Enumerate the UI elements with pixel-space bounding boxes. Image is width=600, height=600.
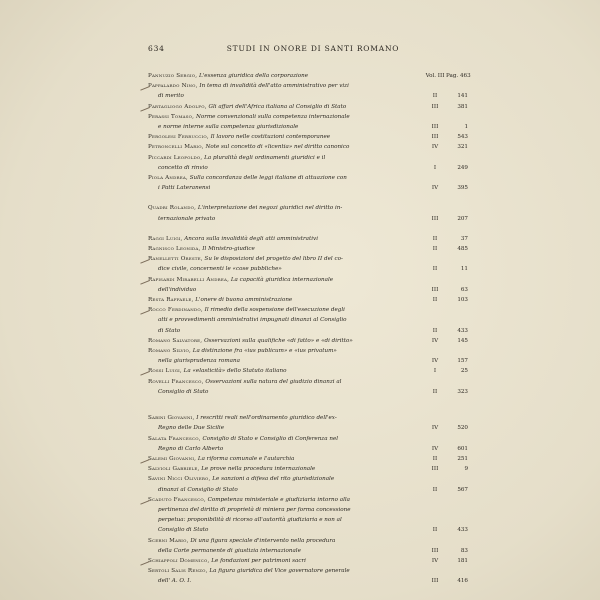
entry-author: Salvioli Gabriele, xyxy=(148,466,200,473)
entry-author: Quadri Rolando, xyxy=(148,205,197,212)
entry-author: Romano Salvatore, xyxy=(148,337,203,344)
entry-title-line: Sulla concordanza delle leggi italiane di attuazione con xyxy=(189,175,347,182)
entry-volume: II xyxy=(432,266,438,273)
entry-reference xyxy=(410,244,468,254)
letter-section-gap xyxy=(148,224,468,234)
entry-reference xyxy=(410,214,468,224)
index-entry xyxy=(148,413,468,433)
entry-title-line: Ancora sulla invalidità degli atti amministrativi xyxy=(184,235,319,242)
entry-author: Salata Francesco, xyxy=(148,435,201,442)
entry-author: Rocco Ferdinando, xyxy=(148,307,203,314)
entry-author: Resta Raffaele, xyxy=(148,297,194,304)
entry-volume: II xyxy=(432,388,438,395)
index-entry xyxy=(148,173,468,193)
entry-page: 323 xyxy=(457,388,468,395)
entry-volume: III xyxy=(431,134,439,141)
entry-reference xyxy=(410,356,468,366)
entry-title-line: Regno di Carlo Alberto xyxy=(158,445,224,452)
entry-reference xyxy=(410,264,468,274)
entry-continuation xyxy=(148,485,406,495)
index-entry xyxy=(148,556,468,566)
entry-continuation xyxy=(148,183,406,193)
entry-author: Sabini Giovanni, xyxy=(148,415,195,422)
entry-continuation xyxy=(148,505,406,515)
index-entry xyxy=(148,346,468,366)
index-entry xyxy=(148,112,468,132)
entry-volume: II xyxy=(432,246,438,253)
entry-page: 249 xyxy=(457,164,468,171)
entry-title-line: Note sul concetto di «licentia» nel diritto canonico xyxy=(205,144,350,151)
index-entry xyxy=(148,102,468,112)
entry-title-line: Osservazioni sulla natura del giudizio dinanzi al xyxy=(205,378,342,385)
entry-title-line: atti e provvedimenti amministrativi impugnati dinanzi al Consiglio xyxy=(158,317,347,324)
entry-volume: Vol. III xyxy=(425,73,445,79)
entry-title-line: Competenza ministeriale e giudiziaria intorno alla xyxy=(207,496,351,503)
entry-continuation xyxy=(148,122,406,132)
entry-title-line: Gli affari dell'Africa italiana al Consiglio di Stato xyxy=(208,103,347,110)
entry-volume: IV xyxy=(431,358,439,365)
entry-page: 567 xyxy=(457,486,468,493)
entry-title-line: Osservazioni sulla qualifiche «di fatto» e «di diritto» xyxy=(204,337,353,344)
entry-author: Petroncelli Mario, xyxy=(148,144,204,151)
entry-volume: III xyxy=(431,124,439,131)
entry-page: 37 xyxy=(460,235,468,242)
entry-title-line: In tema di invalidità dell'atto amministrativo per vizi xyxy=(199,83,349,90)
entry-author: Rovelli Francesco, xyxy=(148,378,204,385)
entry-author: Pergolesi Ferruccio, xyxy=(148,134,209,141)
entry-title-line: Norme convenzionali sulla competenza internazionale xyxy=(195,113,350,120)
entry-volume: IV xyxy=(431,445,439,452)
index-entry xyxy=(148,244,468,254)
entry-reference xyxy=(410,122,468,132)
entry-title-line: Consiglio di Stato xyxy=(158,527,209,534)
entry-reference xyxy=(410,454,468,464)
entry-reference xyxy=(410,366,468,376)
entry-volume: II xyxy=(432,527,438,534)
entry-volume: I xyxy=(433,368,437,375)
entry-title-line: Le prove nella procedura internazionale xyxy=(201,466,316,473)
page-number: 634 xyxy=(148,44,165,53)
index-entry xyxy=(148,377,468,397)
index-entry xyxy=(148,366,468,376)
entry-reference xyxy=(410,91,468,101)
entry-reference xyxy=(410,326,468,336)
entry-reference xyxy=(410,142,468,152)
entry-title-line: L'interpretazione dei negozi giuridici nel diritto in- xyxy=(197,205,343,212)
entry-page: 9 xyxy=(464,466,468,473)
entry-title-line: I rescritti reali nell'ordinamento giuridico dell'ex- xyxy=(196,415,337,422)
index-entry xyxy=(148,495,468,536)
entry-title-line: dell'individuo xyxy=(158,286,197,293)
entry-reference xyxy=(410,71,471,81)
entry-page: 103 xyxy=(457,297,468,304)
entry-page: 601 xyxy=(457,445,468,452)
entry-author: Salemi Giovanni, xyxy=(148,455,197,462)
entry-title-line: e norme interne sulla competenza giurisdizionale xyxy=(158,124,299,131)
entry-title-line: La riforma comunale e l'autarchia xyxy=(197,455,295,462)
index-entry xyxy=(148,305,468,336)
entry-reference xyxy=(410,546,468,556)
entry-title-line: La «elasticità» dello Statuto italiano xyxy=(183,368,287,375)
entry-volume: II xyxy=(432,297,438,304)
entry-author: Ragnisco Leonida, xyxy=(148,246,201,253)
entry-page: 25 xyxy=(460,368,468,375)
entry-page: Pag. 463 xyxy=(446,73,471,79)
entry-title-line: L'essenza giuridica della corporazione xyxy=(199,73,309,79)
entry-reference xyxy=(410,163,468,173)
entry-page: 11 xyxy=(460,266,468,273)
index-entry xyxy=(148,132,468,142)
entry-continuation xyxy=(148,387,406,397)
entry-reference xyxy=(410,444,468,454)
entry-author: Scerni Mario, xyxy=(148,537,189,544)
entry-author: Piola Andrea, xyxy=(148,175,188,182)
letter-section-gap xyxy=(148,397,468,413)
entry-title-line: Il rimedio della sospensione dell'esecuzione degli xyxy=(204,307,345,314)
entry-author: Ranelletti Oreste, xyxy=(148,256,203,263)
entry-title-line: L'onere di buona amministrazione xyxy=(195,297,293,304)
entry-reference xyxy=(410,576,468,586)
entry-title-line: di merito xyxy=(158,93,184,100)
entry-reference xyxy=(410,387,468,397)
index-entry xyxy=(148,275,468,295)
entry-title-line: Su le disposizioni del progetto del libro II del co- xyxy=(204,256,343,263)
entry-page: 395 xyxy=(457,185,468,192)
entry-volume: II xyxy=(432,486,438,493)
index-entry xyxy=(148,71,471,81)
entry-title-line: concetto di rinvio xyxy=(158,164,208,171)
entry-continuation xyxy=(148,546,406,556)
entry-page: 1 xyxy=(464,124,468,131)
index-entry xyxy=(148,566,468,586)
index-entry xyxy=(148,336,468,346)
entry-author: Rapisardi Mirabelli Andrea, xyxy=(148,276,230,283)
entry-title-line: della Corte permanente di giustizia internazionale xyxy=(158,547,301,554)
entry-reference xyxy=(410,102,468,112)
index-entry xyxy=(148,254,468,274)
entry-volume: I xyxy=(433,164,437,171)
entry-continuation xyxy=(148,91,406,101)
entry-reference xyxy=(410,525,468,535)
entry-page: 181 xyxy=(457,557,468,564)
index-entry xyxy=(148,295,468,305)
entry-title-line: pertinenza del diritto di proprietà di miniera per forma concessione xyxy=(158,506,351,513)
entry-title-line: Regno delle Due Sicilie xyxy=(158,425,225,432)
index-entry xyxy=(148,81,468,101)
entry-page: 207 xyxy=(457,215,468,222)
entry-title-line: Di una figura speciale d'intervento nella procedura xyxy=(190,537,336,544)
entry-volume: IV xyxy=(431,185,439,192)
entry-title-line: dinanzi al Consiglio di Stato xyxy=(158,486,238,493)
entry-title-line: perpetua: proponibilità di ricorso all'autorità giudiziaria e non al xyxy=(158,517,342,524)
entry-author: Savini Nicci Oliviero, xyxy=(148,476,211,483)
entry-volume: II xyxy=(432,455,438,462)
entry-title-line: nella giurisprudenza romana xyxy=(158,358,240,365)
index-entry xyxy=(148,464,468,474)
entry-title-line: Consiglio di Stato xyxy=(158,388,209,395)
entry-volume: III xyxy=(431,286,439,293)
entry-volume: II xyxy=(432,235,438,242)
entry-page: 251 xyxy=(457,455,468,462)
entry-reference xyxy=(410,556,468,566)
running-title: STUDI IN ONORE DI SANTI ROMANO xyxy=(226,44,400,53)
entry-continuation xyxy=(148,444,406,454)
entry-page: 63 xyxy=(460,286,468,293)
entry-page: 433 xyxy=(457,527,468,534)
entry-author: Piccardi Leopoldo, xyxy=(148,154,203,161)
entry-page: 520 xyxy=(457,425,468,432)
index-entry xyxy=(148,454,468,464)
entry-volume: III xyxy=(431,466,439,473)
entry-author: Romano Silvio, xyxy=(148,348,191,355)
entry-continuation xyxy=(148,576,406,586)
entry-continuation xyxy=(148,264,406,274)
entry-reference xyxy=(410,183,468,193)
entry-author: Perassi Tomaso, xyxy=(148,113,195,120)
entry-continuation xyxy=(148,515,406,525)
entry-continuation xyxy=(148,315,406,325)
index-entry xyxy=(148,474,468,494)
entry-page: 416 xyxy=(457,578,468,585)
entry-continuation xyxy=(148,285,406,295)
entry-page: 381 xyxy=(457,103,468,110)
entry-title-line: La distinzione fra «ius publicum» e «ius privatum» xyxy=(192,348,337,355)
entry-volume: III xyxy=(431,578,439,585)
entry-continuation xyxy=(148,356,406,366)
entry-volume: III xyxy=(431,215,439,222)
letter-section-gap xyxy=(148,193,468,203)
entry-author: Scaduto Francesco, xyxy=(148,496,206,503)
entry-title-line: Consiglio di Stato e Consiglio di Conferenza nel xyxy=(202,435,339,442)
entry-title-line: Il Ministro-giudice xyxy=(202,246,255,253)
entry-volume: IV xyxy=(431,425,439,432)
entry-page: 145 xyxy=(457,337,468,344)
entry-author: Pannuzio Sergio, xyxy=(148,73,198,79)
index-entry xyxy=(148,153,468,173)
entry-reference xyxy=(410,464,468,474)
entry-title-line: La figura giuridica del Vice governatore generale xyxy=(209,568,350,575)
entry-page: 157 xyxy=(457,358,468,365)
entry-reference xyxy=(410,485,468,495)
entry-page: 543 xyxy=(457,134,468,141)
entry-title-line: i Patti Lateranensi xyxy=(158,185,211,192)
entry-page: 141 xyxy=(457,93,468,100)
entry-volume: IV xyxy=(431,144,439,151)
entry-continuation xyxy=(148,214,406,224)
entry-reference xyxy=(410,336,468,346)
index-entries xyxy=(148,71,471,587)
entry-title-line: Il lavoro nelle costituzioni contemporanee xyxy=(210,134,331,141)
entry-volume: IV xyxy=(431,337,439,344)
entry-volume: III xyxy=(431,547,439,554)
entry-page: 83 xyxy=(460,547,468,554)
entry-reference xyxy=(410,295,468,305)
entry-author: Raggi Luigi, xyxy=(148,235,183,242)
entry-author: Rossi Luigi, xyxy=(148,368,182,375)
entry-continuation xyxy=(148,525,406,535)
entry-author: Sertoli Salis Renzo, xyxy=(148,568,208,575)
index-entry xyxy=(148,234,468,244)
index-entry xyxy=(148,203,468,223)
entry-page: 433 xyxy=(457,327,468,334)
entry-page: 321 xyxy=(457,144,468,151)
entry-volume: IV xyxy=(431,557,439,564)
entry-reference xyxy=(410,285,468,295)
entry-reference xyxy=(410,423,468,433)
entry-author: Partagliogo Adolfo, xyxy=(148,103,207,110)
entry-author: Schiappoli Domenico, xyxy=(148,557,210,564)
entry-title-line: Le fondazioni per patrimoni sacri xyxy=(211,557,306,564)
index-entry xyxy=(148,434,468,454)
entry-title-line: di Stato xyxy=(158,327,181,334)
entry-title-line: dell' A. O. I. xyxy=(158,578,192,585)
entry-volume: III xyxy=(431,103,439,110)
index-entry xyxy=(148,142,468,152)
entry-page: 485 xyxy=(457,246,468,253)
entry-volume: II xyxy=(432,93,438,100)
entry-author: Pappalardo Nino, xyxy=(148,83,198,90)
entry-continuation xyxy=(148,326,406,336)
entry-title-line: dice civile, concernenti le «cose pubbliche» xyxy=(158,266,282,273)
entry-title-line: La pluralità degli ordinamenti giuridici e il xyxy=(204,154,326,161)
entry-continuation xyxy=(148,163,406,173)
index-entry xyxy=(148,536,468,556)
entry-reference xyxy=(410,132,468,142)
entry-title-line: La capacità giuridica internazionale xyxy=(230,276,334,283)
entry-title-line: ternazionale privato xyxy=(158,215,216,222)
entry-title-line: Le sanzioni a difesa del rito giurisdizionale xyxy=(212,476,335,483)
entry-reference xyxy=(410,234,468,244)
entry-continuation xyxy=(148,423,406,433)
entry-volume: II xyxy=(432,327,438,334)
